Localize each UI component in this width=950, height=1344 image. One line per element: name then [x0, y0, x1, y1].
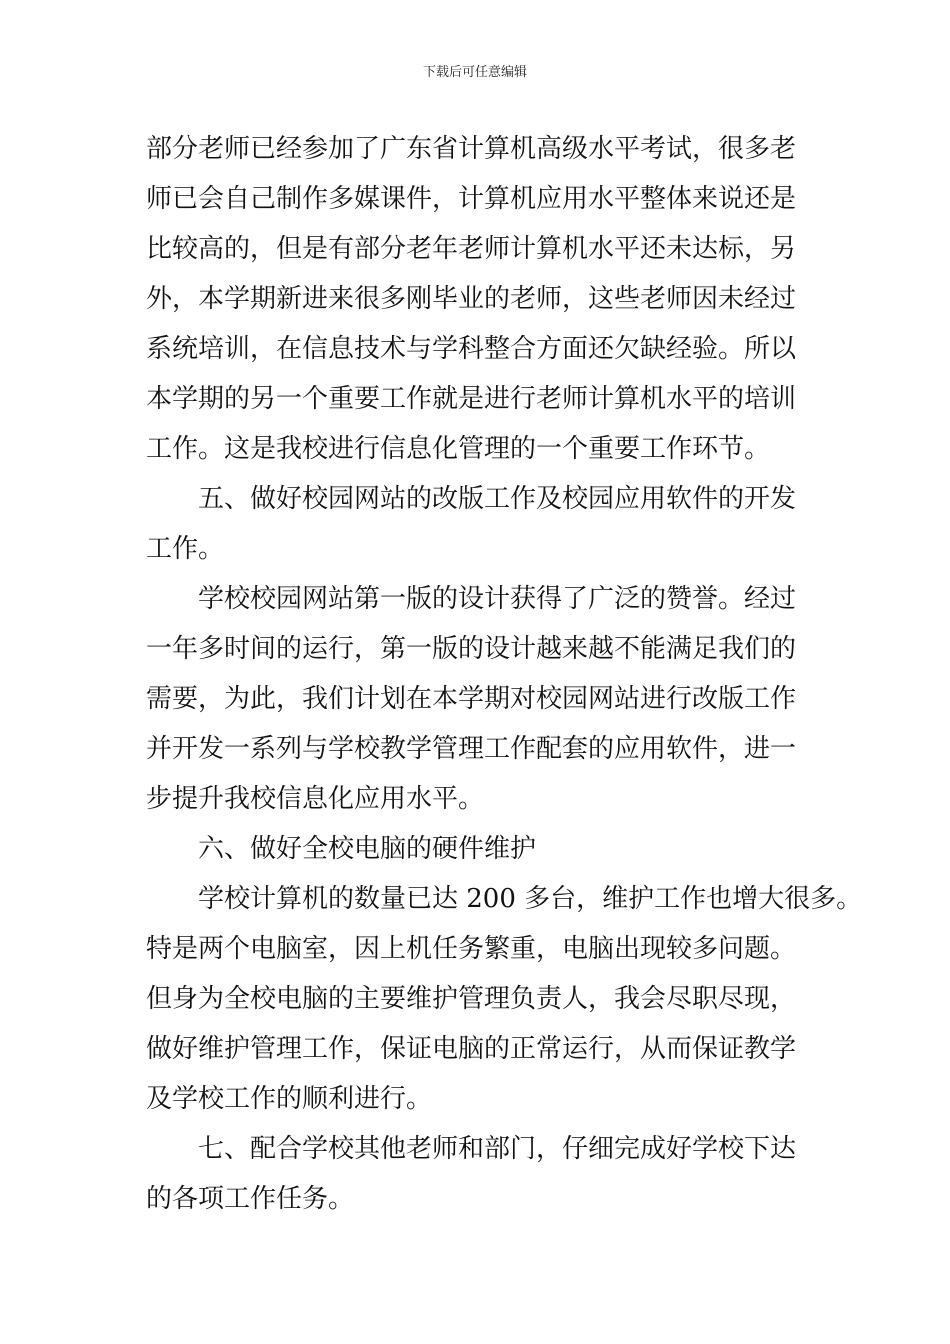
text-line: 学校计算机的数量已达 200 多台，维护工作也增大很多。: [198, 884, 863, 914]
text-line: 五、做好校园网站的改版工作及校园应用软件的开发: [198, 484, 797, 514]
text-line: 并开发一系列与学校教学管理工作配套的应用软件，进一: [146, 734, 797, 764]
text-line: 系统培训，在信息技术与学科整合方面还欠缺经验。所以: [146, 334, 797, 364]
text-line: 但身为全校电脑的主要维护管理负责人，我会尽职尽现，: [146, 984, 797, 1014]
text-line: 本学期的另一个重要工作就是进行老师计算机水平的培训: [146, 384, 797, 414]
section-heading-5: [146, 474, 826, 574]
paragraph: [146, 124, 826, 474]
text-line: 特是两个电脑室，因上机任务繁重，电脑出现较多问题。: [146, 934, 797, 964]
text-line: 外，本学期新进来很多刚毕业的老师，这些老师因未经过: [146, 284, 797, 314]
section-heading-6: [146, 824, 826, 874]
text-line: 做好维护管理工作，保证电脑的正常运行，从而保证教学: [146, 1034, 797, 1064]
text-line: 学校校园网站第一版的设计获得了广泛的赞誉。经过: [198, 584, 797, 614]
paragraph: [146, 574, 826, 824]
text-line: 七、配合学校其他老师和部门，仔细完成好学校下达: [198, 1134, 797, 1164]
text-line: 工作。: [146, 534, 225, 564]
text-line: 步提升我校信息化应用水平。: [146, 784, 485, 814]
paragraph: [146, 874, 863, 1124]
page-header: 下载后可任意编辑: [422, 65, 527, 80]
section-heading-7: [146, 1124, 826, 1224]
text-line: 的各项工作任务。: [146, 1184, 355, 1214]
text-line: 工作。这是我校进行信息化管理的一个重要工作环节。: [146, 434, 771, 464]
text-line: 及学校工作的顺利进行。: [146, 1084, 433, 1114]
text-line: 六、做好全校电脑的硬件维护: [198, 834, 537, 864]
text-line: 比较高的，但是有部分老年老师计算机水平还未达标，另: [146, 234, 797, 264]
text-line: 师已会自己制作多媒课件，计算机应用水平整体来说还是: [146, 184, 797, 214]
text-line: 需要，为此，我们计划在本学期对校园网站进行改版工作: [146, 684, 797, 714]
text-line: 部分老师已经参加了广东省计算机高级水平考试，很多老: [146, 134, 797, 164]
document-body: [146, 124, 863, 1224]
text-line: 一年多时间的运行，第一版的设计越来越不能满足我们的: [146, 634, 797, 664]
